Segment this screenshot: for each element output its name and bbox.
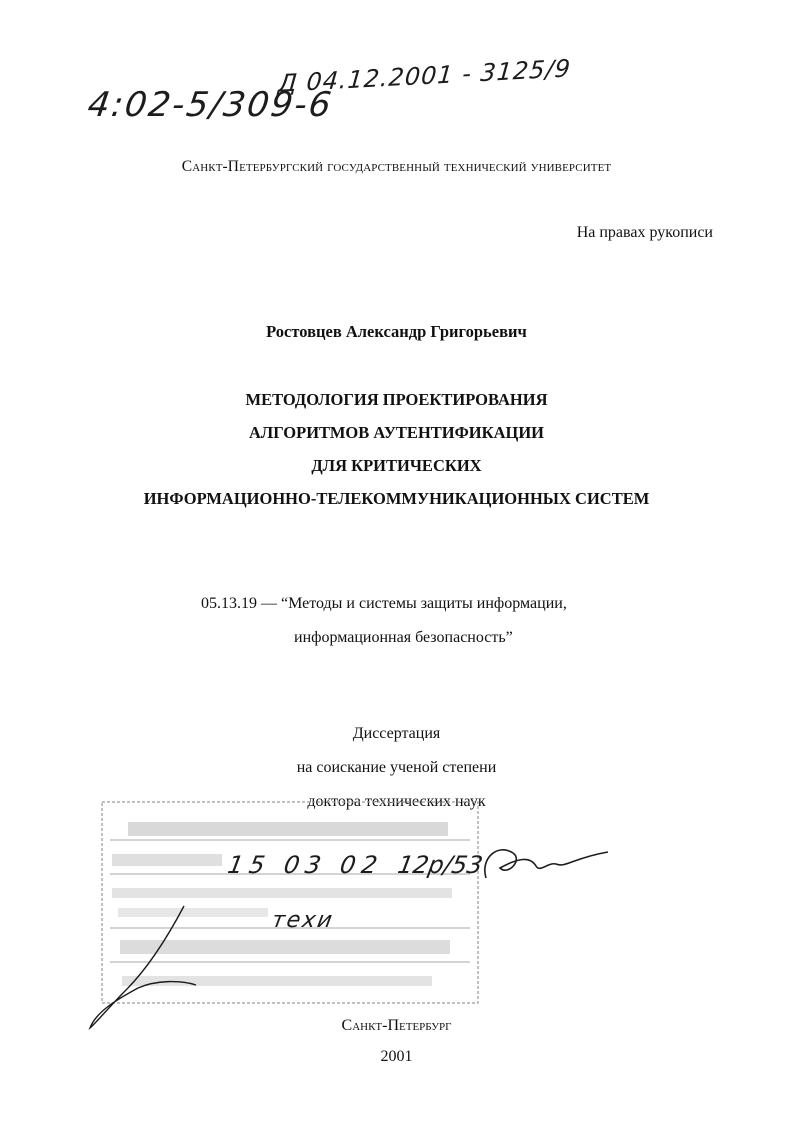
dissertation-title [0, 383, 793, 515]
handwritten-catalog-number: 4:02-5/309-6 [85, 85, 336, 125]
stamp-signature [478, 838, 618, 888]
specialty-code [201, 587, 567, 655]
specialty-line-2: информационная безопасность” [294, 629, 513, 646]
degree-line: Диссертация [352, 725, 441, 742]
title-line: ИНФОРМАЦИОННО-ТЕЛЕКОММУНИКАЦИОННЫХ СИСТЕМ [143, 489, 650, 508]
author-name: Ростовцев Александр Григорьевич [266, 322, 527, 341]
stamp-handwritten-number: 12р/53 [395, 851, 485, 879]
specialty-line-1: 05.13.19 — “Методы и системы защиты информации, [201, 595, 567, 612]
year: 2001 [380, 1048, 413, 1065]
title-line: ДЛЯ КРИТИЧЕСКИХ [311, 456, 482, 475]
manuscript-note: На правах рукописи [576, 224, 713, 241]
stamp-handwritten-note: техи [269, 908, 336, 933]
title-line: МЕТОДОЛОГИЯ ПРОЕКТИРОВАНИЯ [245, 390, 548, 409]
degree-line: доктора технических наук [307, 793, 486, 810]
university-name: Санкт-Петербургский государственный технический университет [181, 158, 612, 175]
title-line: АЛГОРИТМОВ АУТЕНТИФИКАЦИИ [248, 423, 545, 442]
city: Санкт-Петербург [341, 1017, 452, 1034]
handwritten-received-date: Д 04.12.2001 - 3125/9 [276, 54, 573, 98]
degree-line: на соискание ученой степени [296, 759, 497, 776]
stamp-handwritten-date: 15 03 02 [225, 851, 386, 879]
